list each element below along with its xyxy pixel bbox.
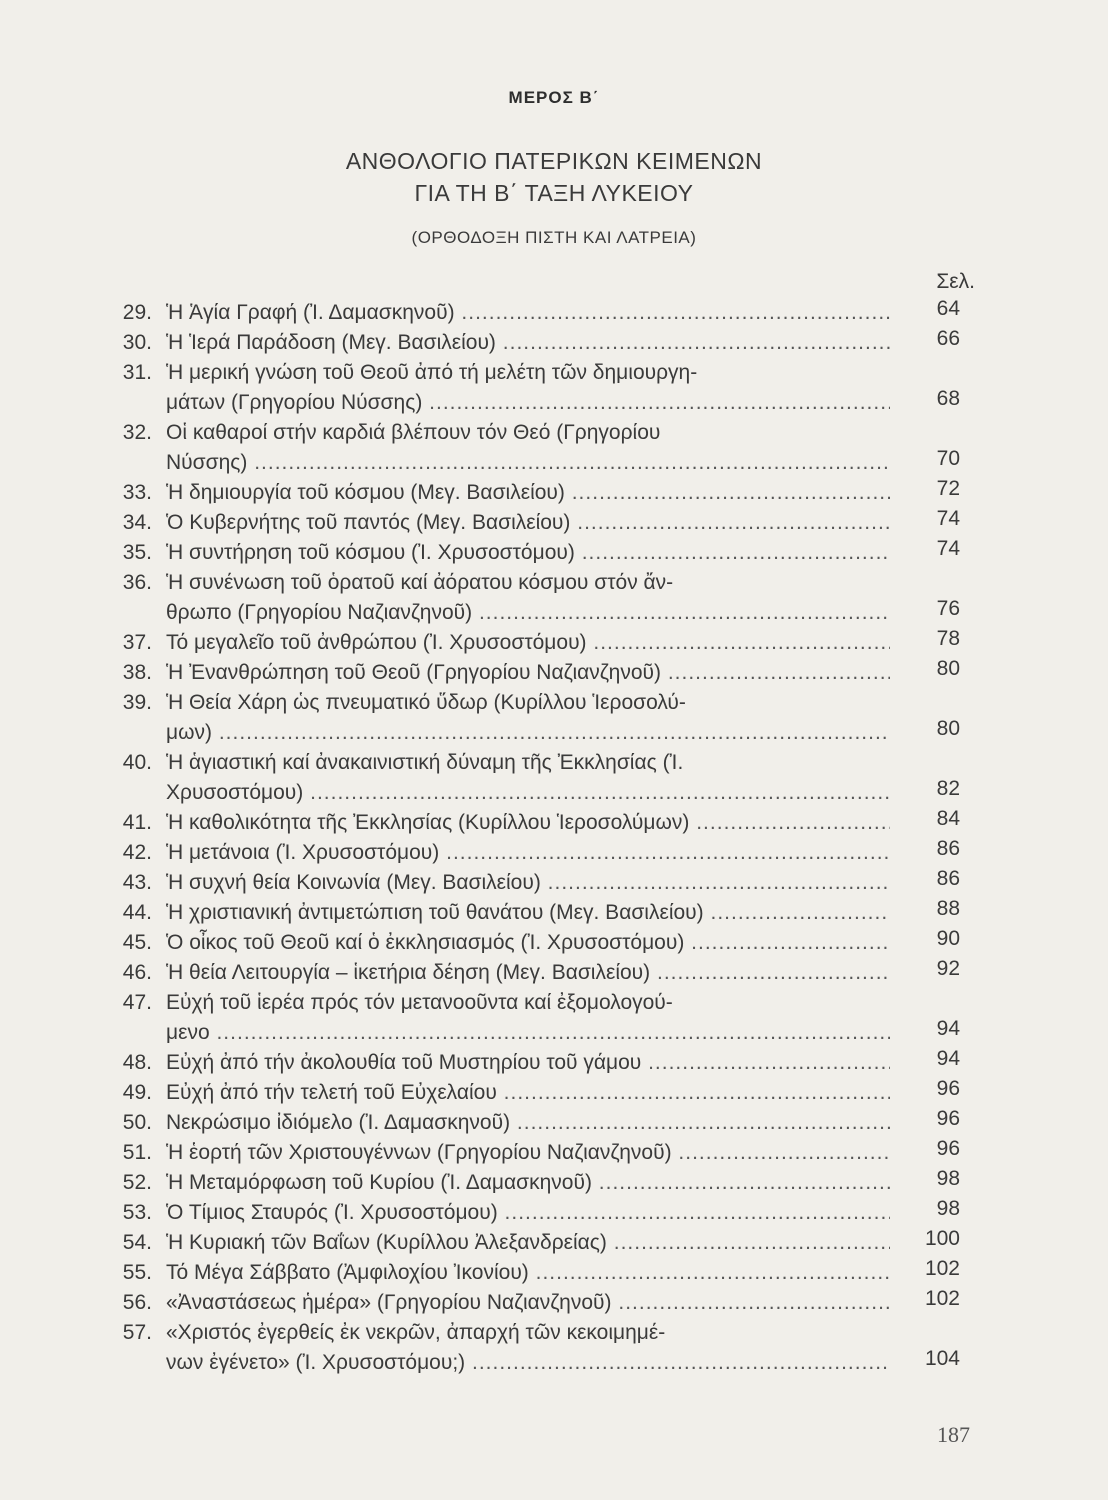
toc-entry-title: Νύσσης) ..... bbox=[166, 448, 890, 478]
toc-entry bbox=[100, 988, 980, 1048]
toc-entry-title: Ὁ Κυβερνήτης τοῦ παντός (Μεγ. Βασιλείου) ..... bbox=[166, 508, 890, 538]
toc-entry-number: 38. bbox=[122, 661, 152, 684]
toc-entry-title: Χρυσοστόμου) ..... bbox=[166, 778, 890, 808]
toc-entry-number: 29. bbox=[122, 301, 152, 324]
toc-entry-page: 98 bbox=[936, 1197, 960, 1220]
toc-entry-title: Ἡ Ἱερά Παράδοση (Μεγ. Βασιλείου) ..... bbox=[166, 328, 890, 358]
toc-entry-page: 74 bbox=[936, 507, 960, 530]
toc-entry-page: 72 bbox=[936, 477, 960, 500]
toc-entry-number: 43. bbox=[122, 871, 152, 894]
toc-entry-number: 40. bbox=[122, 751, 152, 774]
toc-entry bbox=[100, 1228, 980, 1258]
toc-entry-title: μων) ..... bbox=[166, 718, 890, 748]
page-column-label: Σελ. bbox=[936, 270, 975, 293]
toc-entry-title: Ἡ Ἁγία Γραφή (Ἰ. Δαμασκηνοῦ) ..... bbox=[166, 298, 890, 328]
toc-entry bbox=[100, 328, 980, 358]
toc-entry-title: Εὐχή ἀπό τήν ἀκολουθία τοῦ Μυστηρίου τοῦ γάμου ..... bbox=[166, 1048, 890, 1078]
toc-entry bbox=[100, 658, 980, 688]
table-of-contents bbox=[100, 298, 980, 1378]
toc-entry bbox=[100, 1108, 980, 1138]
toc-entry-title: Ἡ μερική γνώση τοῦ Θεοῦ ἀπό τή μελέτη τῶν δημιουργη- bbox=[166, 361, 698, 384]
toc-entry-number: 46. bbox=[122, 961, 152, 984]
toc-entry-page: 80 bbox=[936, 717, 960, 740]
toc-entry-title: Ἡ συνένωση τοῦ ὁρατοῦ καί ἀόρατου κόσμου στόν ἄν- bbox=[166, 571, 674, 594]
toc-entry-number: 49. bbox=[122, 1081, 152, 1104]
toc-entry-number: 52. bbox=[122, 1171, 152, 1194]
toc-entry-title: Ἡ συχνή θεία Κοινωνία (Μεγ. Βασιλείου) ..... bbox=[166, 868, 890, 898]
toc-entry bbox=[100, 838, 980, 868]
toc-entry-title: Εὐχή τοῦ ἱερέα πρός τόν μετανοοῦντα καί ἐξομολογού- bbox=[166, 991, 673, 1014]
toc-entry-page: 92 bbox=[936, 957, 960, 980]
toc-entry-title: Ἡ συντήρηση τοῦ κόσμου (Ἰ. Χρυσοστόμου) ..... bbox=[166, 538, 890, 568]
toc-entry-title: «Χριστός ἐγερθείς ἐκ νεκρῶν, ἀπαρχή τῶν κεκοιμημέ- bbox=[166, 1321, 666, 1344]
anthology-title-line1: ΑΝΘΟΛΟΓΙΟ ΠΑΤΕΡΙΚΩΝ ΚΕΙΜΕΝΩΝ bbox=[345, 148, 763, 174]
anthology-subtitle: (ΟΡΘΟΔΟΞΗ ΠΙΣΤΗ ΚΑΙ ΛΑΤΡΕΙΑ) bbox=[411, 228, 697, 247]
toc-entry-title: Νεκρώσιμο ἰδιόμελο (Ἰ. Δαμασκηνοῦ) ..... bbox=[166, 1108, 890, 1138]
toc-entry-page: 94 bbox=[936, 1017, 960, 1040]
toc-entry-title: θρωπο (Γρηγορίου Ναζιανζηνοῦ) ..... bbox=[166, 598, 890, 628]
toc-entry-title: Ἡ ἁγιαστική καί ἀνακαινιστική δύναμη τῆς Ἐκκλησίας (Ἰ. bbox=[166, 751, 684, 774]
toc-entry bbox=[100, 1048, 980, 1078]
toc-entry-title: Ἡ Μεταμόρφωση τοῦ Κυρίου (Ἰ. Δαμασκηνοῦ) ..... bbox=[166, 1168, 890, 1198]
toc-entry bbox=[100, 1168, 980, 1198]
part-heading: ΜΕΡΟΣ Β΄ bbox=[508, 88, 600, 107]
toc-entry-page: 70 bbox=[936, 447, 960, 470]
toc-entry-page: 82 bbox=[936, 777, 960, 800]
toc-entry-number: 31. bbox=[122, 361, 152, 384]
toc-entry bbox=[100, 1138, 980, 1168]
toc-entry-title: Ἡ μετάνοια (Ἰ. Χρυσοστόμου) ..... bbox=[166, 838, 890, 868]
toc-entry-number: 55. bbox=[122, 1261, 152, 1284]
toc-entry-title: Ἡ Θεία Χάρη ὡς πνευματικό ὕδωρ (Κυρίλλου Ἱεροσολύ- bbox=[166, 691, 686, 714]
toc-entry-page: 68 bbox=[936, 387, 960, 410]
toc-entry-title: «Ἀναστάσεως ἡμέρα» (Γρηγορίου Ναζιανζηνοῦ) ..... bbox=[166, 1288, 890, 1318]
toc-entry-title: μενο ..... bbox=[166, 1018, 890, 1048]
toc-entry bbox=[100, 298, 980, 328]
anthology-title-line2: ΓΙΑ ΤΗ Β΄ ΤΑΞΗ ΛΥΚΕΙΟΥ bbox=[414, 180, 694, 206]
toc-entry-page: 80 bbox=[936, 657, 960, 680]
toc-entry-title: Ὁ οἶκος τοῦ Θεοῦ καί ὁ ἐκκλησιασμός (Ἰ. Χρυσοστόμου) ..... bbox=[166, 928, 890, 958]
toc-entry-page: 86 bbox=[936, 867, 960, 890]
toc-entry-page: 96 bbox=[936, 1077, 960, 1100]
toc-entry-page: 76 bbox=[936, 597, 960, 620]
toc-entry-title: Ὁ Τίμιος Σταυρός (Ἰ. Χρυσοστόμου) ..... bbox=[166, 1198, 890, 1228]
toc-entry-number: 45. bbox=[122, 931, 152, 954]
toc-entry-title: Ἡ δημιουργία τοῦ κόσμου (Μεγ. Βασιλείου) ..... bbox=[166, 478, 890, 508]
toc-entry-title: Ἡ ἑορτή τῶν Χριστουγέννων (Γρηγορίου Ναζιανζηνοῦ) ..... bbox=[166, 1138, 890, 1168]
toc-entry-page: 102 bbox=[924, 1287, 960, 1310]
toc-entry-number: 56. bbox=[122, 1291, 152, 1314]
toc-entry bbox=[100, 358, 980, 418]
toc-entry-page: 96 bbox=[936, 1137, 960, 1160]
toc-entry-page: 96 bbox=[936, 1107, 960, 1130]
toc-entry-number: 53. bbox=[122, 1201, 152, 1224]
toc-entry-number: 39. bbox=[122, 691, 152, 714]
toc-entry-page: 104 bbox=[924, 1347, 960, 1370]
toc-entry-number: 42. bbox=[122, 841, 152, 864]
toc-entry-title: νων ἐγένετο» (Ἰ. Χρυσοστόμου;) ..... bbox=[166, 1348, 890, 1378]
toc-entry-title: Οἱ καθαροί στήν καρδιά βλέπουν τόν Θεό (Γρηγορίου bbox=[166, 421, 661, 444]
toc-entry bbox=[100, 1198, 980, 1228]
toc-entry bbox=[100, 538, 980, 568]
toc-entry-title: Ἡ Κυριακή τῶν Βαΐων (Κυρίλλου Ἀλεξανδρείας) ..... bbox=[166, 1228, 890, 1258]
toc-entry-number: 50. bbox=[122, 1111, 152, 1134]
toc-entry-number: 57. bbox=[122, 1321, 152, 1344]
toc-entry bbox=[100, 1258, 980, 1288]
toc-entry-title: Ἡ χριστιανική ἀντιμετώπιση τοῦ θανάτου (Μεγ. Βασιλείου) ..... bbox=[166, 898, 890, 928]
toc-entry-page: 90 bbox=[936, 927, 960, 950]
toc-entry bbox=[100, 748, 980, 808]
toc-entry-number: 54. bbox=[122, 1231, 152, 1254]
toc-entry-page: 88 bbox=[936, 897, 960, 920]
toc-entry bbox=[100, 1288, 980, 1318]
toc-entry bbox=[100, 418, 980, 478]
toc-entry-title: μάτων (Γρηγορίου Νύσσης) ..... bbox=[166, 388, 890, 418]
toc-entry bbox=[100, 868, 980, 898]
toc-entry-page: 66 bbox=[936, 327, 960, 350]
toc-entry-title: Ἡ θεία Λειτουργία – ἱκετήρια δέηση (Μεγ. Βασιλείου) ..... bbox=[166, 958, 890, 988]
toc-entry-number: 37. bbox=[122, 631, 152, 654]
toc-entry-title: Τό Μέγα Σάββατο (Ἀμφιλοχίου Ἰκονίου) ..... bbox=[166, 1258, 890, 1288]
toc-entry-number: 36. bbox=[122, 571, 152, 594]
toc-entry-page: 102 bbox=[924, 1257, 960, 1280]
toc-entry-page: 84 bbox=[936, 807, 960, 830]
toc-entry-number: 35. bbox=[122, 541, 152, 564]
toc-entry bbox=[100, 808, 980, 838]
toc-entry-number: 41. bbox=[122, 811, 152, 834]
toc-entry-number: 34. bbox=[122, 511, 152, 534]
toc-entry-page: 100 bbox=[924, 1227, 960, 1250]
toc-entry-number: 30. bbox=[122, 331, 152, 354]
toc-entry bbox=[100, 1318, 980, 1378]
toc-entry-title: Τό μεγαλεῖο τοῦ ἀνθρώπου (Ἰ. Χρυσοστόμου) ..... bbox=[166, 628, 890, 658]
toc-entry-title: Εὐχή ἀπό τήν τελετή τοῦ Εὐχελαίου ..... bbox=[166, 1078, 890, 1108]
toc-entry bbox=[100, 1078, 980, 1108]
toc-entry bbox=[100, 628, 980, 658]
toc-entry-page: 78 bbox=[936, 627, 960, 650]
toc-entry-page: 94 bbox=[936, 1047, 960, 1070]
toc-entry-title: Ἡ καθολικότητα τῆς Ἐκκλησίας (Κυρίλλου Ἱεροσολύμων) ..... bbox=[166, 808, 890, 838]
toc-entry-page: 74 bbox=[936, 537, 960, 560]
toc-entry bbox=[100, 958, 980, 988]
toc-entry bbox=[100, 898, 980, 928]
toc-entry bbox=[100, 478, 980, 508]
toc-entry-number: 51. bbox=[122, 1141, 152, 1164]
toc-entry-number: 32. bbox=[122, 421, 152, 444]
toc-entry bbox=[100, 688, 980, 748]
toc-entry bbox=[100, 508, 980, 538]
toc-entry-title: Ἡ Ἐνανθρώπηση τοῦ Θεοῦ (Γρηγορίου Ναζιανζηνοῦ) ..... bbox=[166, 658, 890, 688]
toc-entry-number: 33. bbox=[122, 481, 152, 504]
toc-entry-page: 64 bbox=[936, 297, 960, 320]
toc-entry-number: 48. bbox=[122, 1051, 152, 1074]
toc-entry bbox=[100, 568, 980, 628]
toc-entry bbox=[100, 928, 980, 958]
toc-entry-page: 86 bbox=[936, 837, 960, 860]
toc-entry-number: 44. bbox=[122, 901, 152, 924]
toc-entry-number: 47. bbox=[122, 991, 152, 1014]
page-number: 187 bbox=[937, 1422, 970, 1447]
toc-entry-page: 98 bbox=[936, 1167, 960, 1190]
